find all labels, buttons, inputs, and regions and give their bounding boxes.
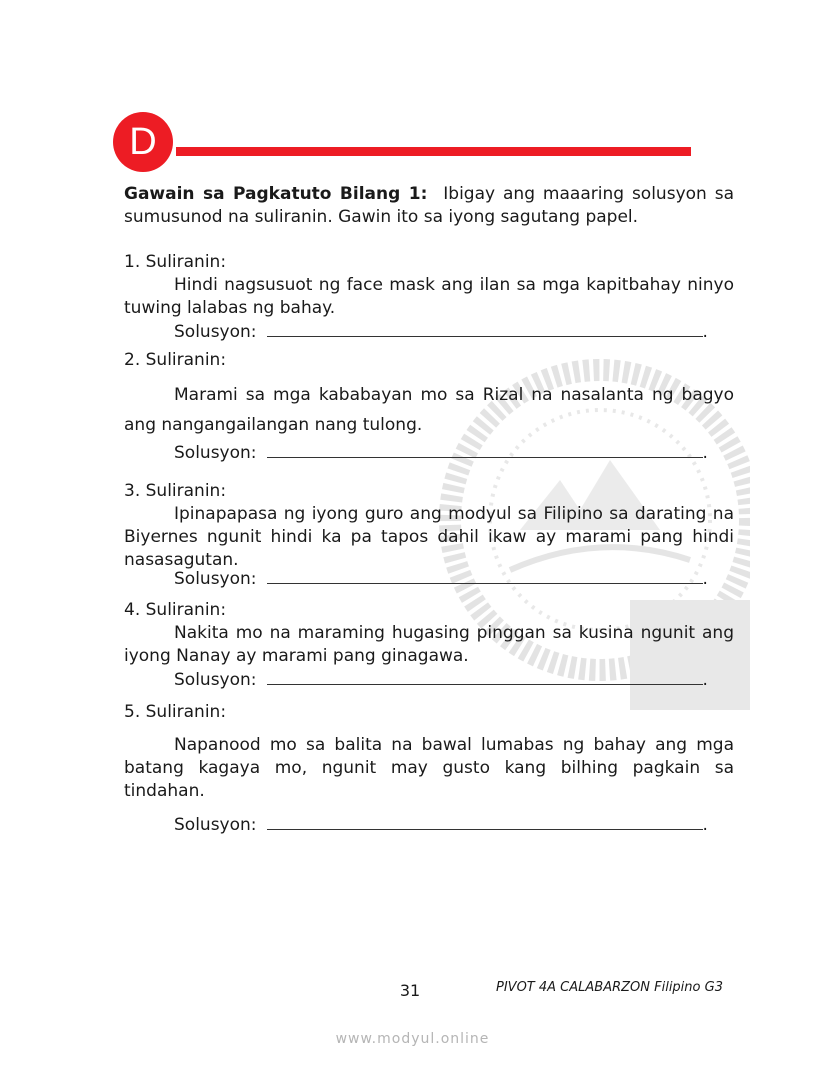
problem-text: Marami sa mga kababayan mo sa Rizal na nasalanta ng bagyo ang nangangailangan nang tulong. — [124, 385, 734, 435]
problem-item-1 — [124, 251, 734, 320]
problem-label: 1. Suliranin: — [124, 252, 227, 272]
solution-label: Solusyon: — [174, 815, 257, 835]
solution-row-5: Solusyon: . — [174, 812, 708, 837]
module-title: PIVOT 4A CALABARZON Filipino G3 — [496, 980, 723, 995]
solution-row-2: Solusyon: . — [174, 440, 708, 465]
solution-label: Solusyon: — [174, 670, 257, 690]
solution-row-3: Solusyon: . — [174, 566, 708, 591]
problem-text: Hindi nagsusuot ng face mask ang ilan sa mga kapitbahay ninyo tuwing lalabas ng bahay. — [124, 275, 734, 318]
problem-label: 5. Suliranin: — [124, 702, 227, 722]
answer-blank[interactable] — [267, 566, 703, 584]
problem-text: Nakita mo na maraming hugasing pinggan sa kusina ngunit ang iyong Nanay ay marami pang ginagawa. — [124, 623, 734, 666]
site-watermark: www.modyul.online — [335, 1031, 490, 1047]
problem-item-2 — [124, 349, 734, 440]
problem-item-5 — [124, 701, 734, 803]
problem-label: 2. Suliranin: — [124, 350, 227, 370]
solution-label: Solusyon: — [174, 322, 257, 342]
problem-item-4 — [124, 599, 734, 668]
solution-row-4: Solusyon: . — [174, 667, 708, 692]
problem-item-3 — [124, 480, 734, 572]
problem-text: Ipinapapasa ng iyong guro ang modyul sa Filipino sa darating na Biyernes ngunit hindi ka pa tapos dahil ikaw ay marami pang hindi nasasagutan. — [124, 504, 734, 570]
answer-blank[interactable] — [267, 812, 703, 830]
solution-label: Solusyon: — [174, 443, 257, 463]
answer-blank[interactable] — [267, 667, 703, 685]
section-badge: D — [113, 112, 173, 172]
activity-instruction-text: Ibigay ang maaaring solusyon sa sumusunod na suliranin. Gawin ito sa iyong sagutang papel. — [124, 184, 735, 227]
answer-blank[interactable] — [267, 440, 703, 458]
problem-label: 4. Suliranin: — [124, 600, 227, 620]
solution-row-1: Solusyon: . — [174, 319, 708, 344]
page-number: 31 — [399, 981, 421, 1000]
problem-label: 3. Suliranin: — [124, 481, 227, 501]
activity-instructions — [124, 183, 734, 229]
problem-text: Napanood mo sa balita na bawal lumabas ng bahay ang mga batang kagaya mo, ngunit may gusto kang bilhing pagkain sa tindahan. — [124, 735, 734, 801]
answer-blank[interactable] — [267, 319, 703, 337]
section-title-bar — [176, 147, 691, 156]
solution-label: Solusyon: — [174, 569, 257, 589]
activity-title: Gawain sa Pagkatuto Bilang 1: — [124, 184, 428, 204]
